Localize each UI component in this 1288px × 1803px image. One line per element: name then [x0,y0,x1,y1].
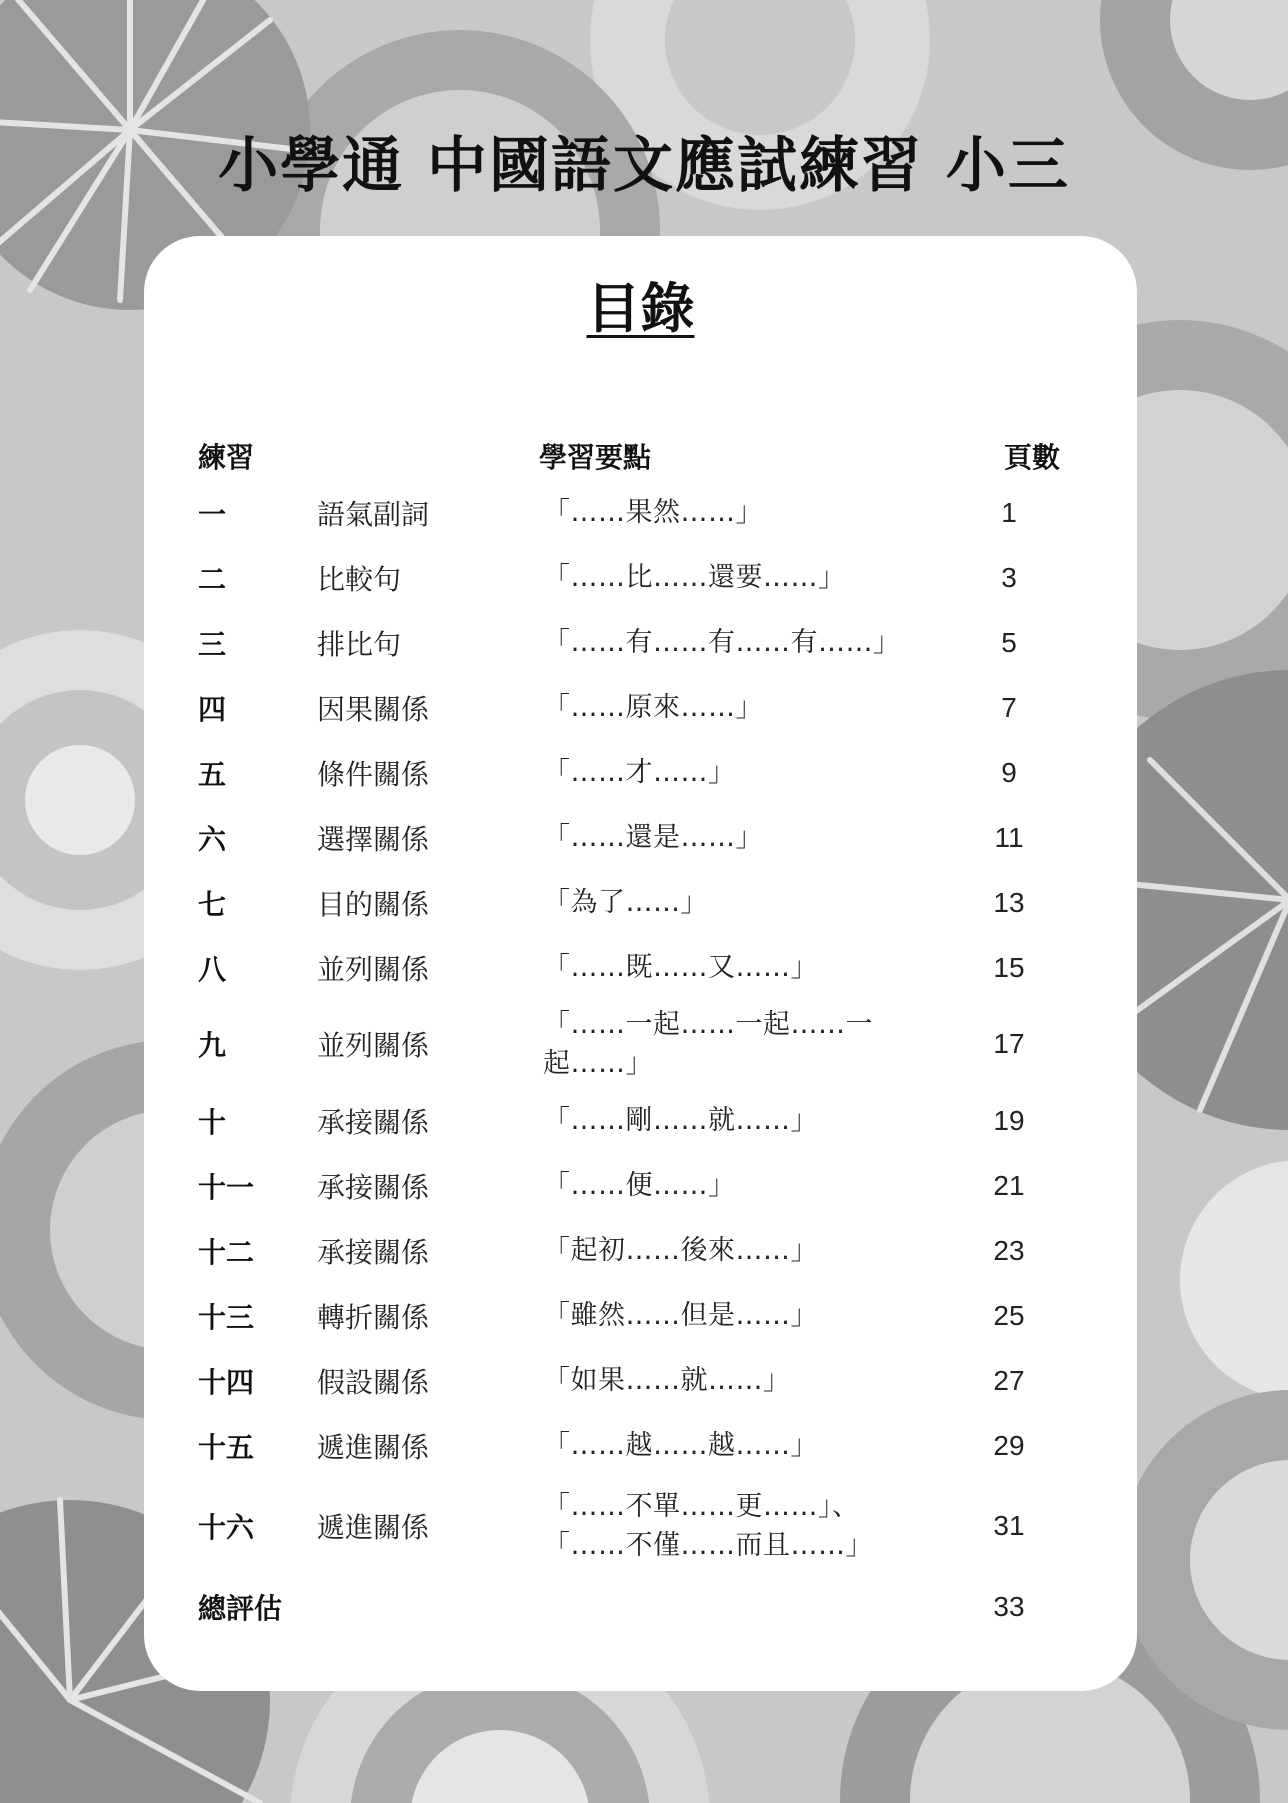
learning-point: 「……果然……」 [543,497,763,528]
exercise-number: 六 [198,822,227,856]
learning-point: 「如果……就……」 [543,1365,791,1396]
exercise-category: 條件關係 [317,757,430,791]
learning-point: 「……比……還要……」 [543,562,846,593]
learning-point: 「……剛……就……」 [543,1105,818,1136]
exercise-number: 十三 [198,1300,255,1334]
toc-row [144,675,1137,740]
toc-row [144,545,1137,610]
page-number: 25 [993,1299,1025,1331]
exercise-number: 七 [198,887,227,921]
page-number: 7 [1001,691,1017,723]
exercise-category: 並列關係 [317,952,430,986]
exercise-number: 三 [198,627,227,661]
exercise-number: 十二 [198,1235,255,1269]
toc-row [144,1218,1137,1283]
exercise-category: 排比句 [317,627,402,661]
exercise-category: 遞進關係 [317,1511,430,1544]
learning-point: 「……不單……更……」、「……不僅……而且……」 [543,1491,873,1561]
toc-row [144,935,1137,1000]
learning-point: 「……才……」 [543,757,736,788]
header-learning-point: 學習要點 [539,441,652,474]
page-number: 21 [993,1169,1025,1201]
toc-row [144,805,1137,870]
exercise-category: 選擇關係 [317,822,430,856]
exercise-number: 十一 [198,1170,255,1204]
toc-row [144,870,1137,935]
page-number: 13 [993,886,1025,918]
exercise-category: 遞進關係 [317,1430,430,1464]
header-exercise: 練習 [198,441,255,474]
exercise-category: 轉折關係 [317,1300,430,1334]
header-page: 頁數 [1004,441,1061,474]
toc-row [144,1153,1137,1218]
exercise-category: 承接關係 [317,1105,430,1139]
toc-row [144,1574,1137,1639]
page-number: 29 [993,1429,1025,1461]
toc-row [144,1000,1137,1088]
toc-row [144,1088,1137,1153]
page-number: 1 [1001,496,1017,528]
page-number: 5 [1001,626,1017,658]
page-number: 31 [993,1510,1025,1541]
exercise-category: 目的關係 [317,887,430,921]
exercise-category: 比較句 [317,562,402,596]
toc-row [144,740,1137,805]
toc-list [144,480,1137,1639]
exercise-number: 十六 [198,1511,255,1544]
learning-point: 「……有……有……有……」 [543,627,901,658]
exercise-category: 假設關係 [317,1365,430,1399]
learning-point: 「起初……後來……」 [543,1235,818,1266]
learning-point: 「……原來……」 [543,692,763,723]
page-number: 3 [1001,561,1017,593]
learning-point: 「……一起……一起……一起……」 [543,1009,873,1079]
exercise-number: 四 [198,692,227,726]
learning-point: 「……越……越……」 [543,1430,818,1461]
toc-heading: 目錄 [586,277,695,340]
exercise-number: 十五 [198,1430,255,1464]
page-number: 15 [993,951,1025,983]
learning-point: 「雖然……但是……」 [543,1300,818,1331]
exercise-number: 十四 [198,1365,255,1399]
exercise-number: 一 [198,497,227,531]
page-number: 17 [993,1028,1025,1059]
exercise-number: 總評估 [198,1591,283,1625]
page-number: 27 [993,1364,1025,1396]
page-number: 9 [1001,756,1017,788]
page-number: 11 [994,821,1024,853]
exercise-number: 五 [198,757,227,791]
toc-row [144,480,1137,545]
exercise-number: 十 [198,1105,227,1139]
exercise-category: 承接關係 [317,1170,430,1204]
learning-point: 「為了……」 [543,887,708,918]
exercise-category: 語氣副詞 [317,497,430,531]
page-number: 19 [993,1104,1025,1136]
learning-point: 「……既……又……」 [543,952,818,983]
toc-card [144,236,1137,1691]
toc-row [144,610,1137,675]
learning-point: 「……還是……」 [543,822,763,853]
exercise-number: 二 [198,562,227,596]
toc-row [144,1478,1137,1574]
exercise-category: 並列關係 [317,1029,430,1062]
learning-point: 「……便……」 [543,1170,736,1201]
exercise-number: 九 [198,1029,227,1062]
toc-row [144,1348,1137,1413]
page-title: 小學通 中國語文應試練習 小三 [218,131,1070,201]
page-number: 23 [993,1234,1025,1266]
exercise-number: 八 [198,952,227,986]
toc-row [144,1413,1137,1478]
exercise-category: 承接關係 [317,1235,430,1269]
exercise-category: 因果關係 [317,692,430,726]
toc-row [144,1283,1137,1348]
page-number: 33 [993,1590,1025,1622]
